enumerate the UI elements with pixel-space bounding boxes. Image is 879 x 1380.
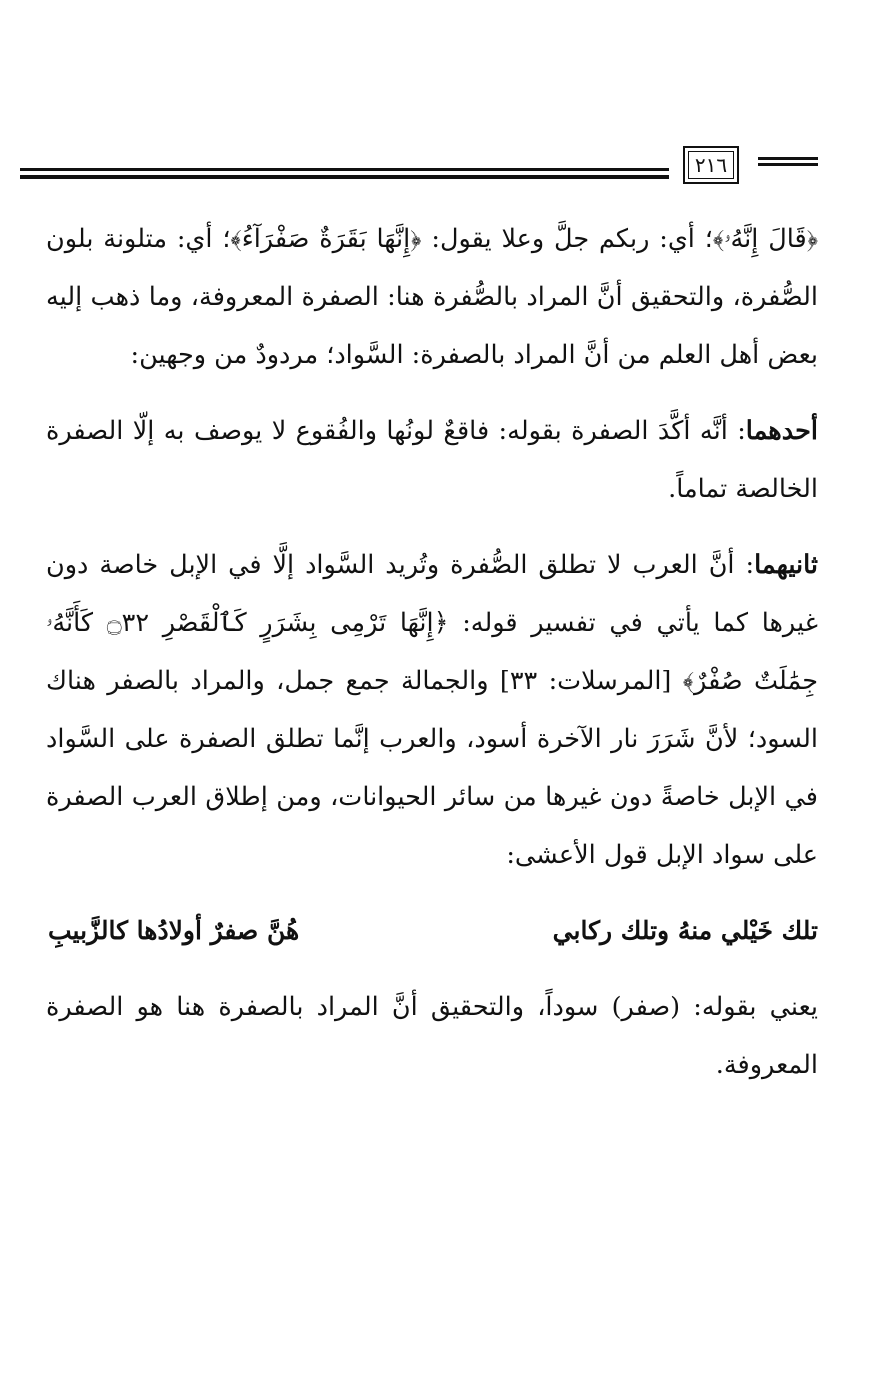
quran-quote: ﴿إِنَّهَا تَرْمِى بِشَرَرٍ كَٱلْقَصْرِ ۝٣٢ كَأَنَّهُۥ جِمَٰلَتٌ صُفْرٌ﴾ [46,608,818,696]
reason-label: أحدهما [745,416,818,446]
page-number: ٢١٦ [683,146,739,184]
quran-quote: ﴿قَالَ إِنَّهُۥ﴾ [712,224,818,254]
header-rule-bottom [20,175,669,179]
poetry-hemistich-first: تلك خَيْلي منهُ وتلك ركابي [552,916,818,945]
poetry-hemistich-second: هُنَّ صفرٌ أولادُها كالزَّبيبِ [48,916,300,945]
paragraph-closing: يعني بقوله: (صفر) سوداً، والتحقيق أنَّ المراد بالصفرة هنا هو الصفرة المعروفة. [46,992,818,1080]
paragraph-text: ؛ أي: ربكم جلَّ وعلا يقول: [421,224,713,254]
paragraph-text: [المرسلات: ٣٣] والجمالة جمع جمل، والمراد بالصفر هناك السود؛ لأنَّ شَرَرَ نار الآخرة أسود، والعرب إنَّما تطلق الصفرة على السَّواد في الإبل خاصةً دون غيرها من سائر الحيوانات، ومن إطلاق العرب الصفرة على سواد الإبل قول الأعشى: [46,666,818,870]
header-rule-top [20,168,669,171]
reason-label: ثانيهما [754,550,818,580]
page-body [46,210,818,1094]
page-header [20,146,818,188]
header-rule-short-bottom [758,163,818,166]
header-rule-short-top [758,157,818,160]
poetry-verse [46,902,818,960]
paragraph-text: : أنَّ العرب لا تطلق الصُّفرة وتُريد السَّواد إلَّا في الإبل خاصة دون غيرها كما يأتي في تفسير قوله: [46,550,819,638]
paragraph-first-reason [46,402,818,518]
paragraph-second-reason [46,536,818,884]
paragraph-intro [46,210,818,384]
quran-quote: ﴿إِنَّهَا بَقَرَةٌ صَفْرَآءُ﴾ [230,224,422,254]
paragraph-text: ؛ أي: متلونة بلون الصُّفرة، والتحقيق أنَّ المراد بالصُّفرة هنا: الصفرة المعروفة، وما ذهب إليه بعض أهل العلم من أنَّ المراد بالصفرة: السَّواد؛ مردودٌ من وجهين: [46,224,818,370]
paragraph-text: : أنَّه أكَّدَ الصفرة بقوله: فاقعٌ لونُها والفُقوع لا يوصف به إلّا الصفرة الخالصة تماماً. [46,416,818,504]
